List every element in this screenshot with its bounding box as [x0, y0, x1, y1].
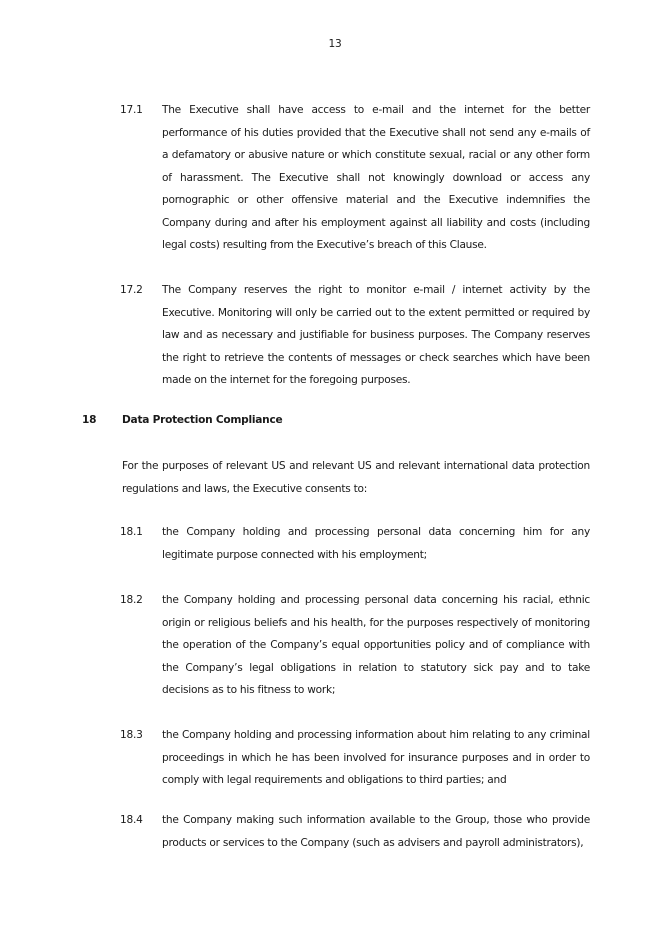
clause-number: 17.1: [120, 104, 143, 116]
clause-number: 18.4: [120, 814, 143, 826]
section-number: 18: [82, 414, 97, 426]
section-intro: For the purposes of relevant US and relevant US and relevant international data protection regulations and laws, the Executive consents to:: [122, 460, 590, 495]
clause-text: The Executive shall have access to e-mail and the internet for the better performance of his duties provided that the Executive shall not send any e-mails of a defamatory or abusive nature or which constitute sexual, racial or any other form of harassment. The Executive shall not knowingly download or access any pornographic or other offensive material and the Executive indemnifies the Company during and after his employment against all liability and costs (including legal costs) resulting from the Executive’s breach of this Clause.: [162, 104, 590, 251]
clause-number: 17.2: [120, 284, 143, 296]
clause-number: 18.1: [120, 526, 143, 538]
clause-number: 18.2: [120, 594, 143, 606]
clause-text: the Company making such information available to the Group, those who provide products or services to the Company (such as advisers and payroll administrators),: [162, 814, 590, 849]
page-number: 13: [328, 38, 342, 50]
clause-text: the Company holding and processing personal data concerning him for any legitimate purpose connected with his employment;: [162, 526, 590, 561]
clause-text: The Company reserves the right to monitor e-mail / internet activity by the Executive. Monitoring will only be carried out to the extent permitted or required by law and as necessary and justifiable for business purposes. The Company reserves the right to retrieve the contents of messages or check searches which have been made on the internet for the foregoing purposes.: [162, 284, 590, 386]
clause-number: 18.3: [120, 729, 143, 741]
clause-text: the Company holding and processing personal data concerning his racial, ethnic origin or religious beliefs and his health, for the purposes respectively of monitoring the operation of the Company’s equal opportunities policy and of compliance with the Company’s legal obligations in relation to statutory sick pay and to take decisions as to his fitness to work;: [162, 594, 590, 696]
section-title: Data Protection Compliance: [122, 414, 283, 426]
clause-text: the Company holding and processing information about him relating to any criminal proceedings in which he has been involved for insurance purposes and in order to comply with legal requirements and obligations to third parties; and: [162, 729, 590, 786]
